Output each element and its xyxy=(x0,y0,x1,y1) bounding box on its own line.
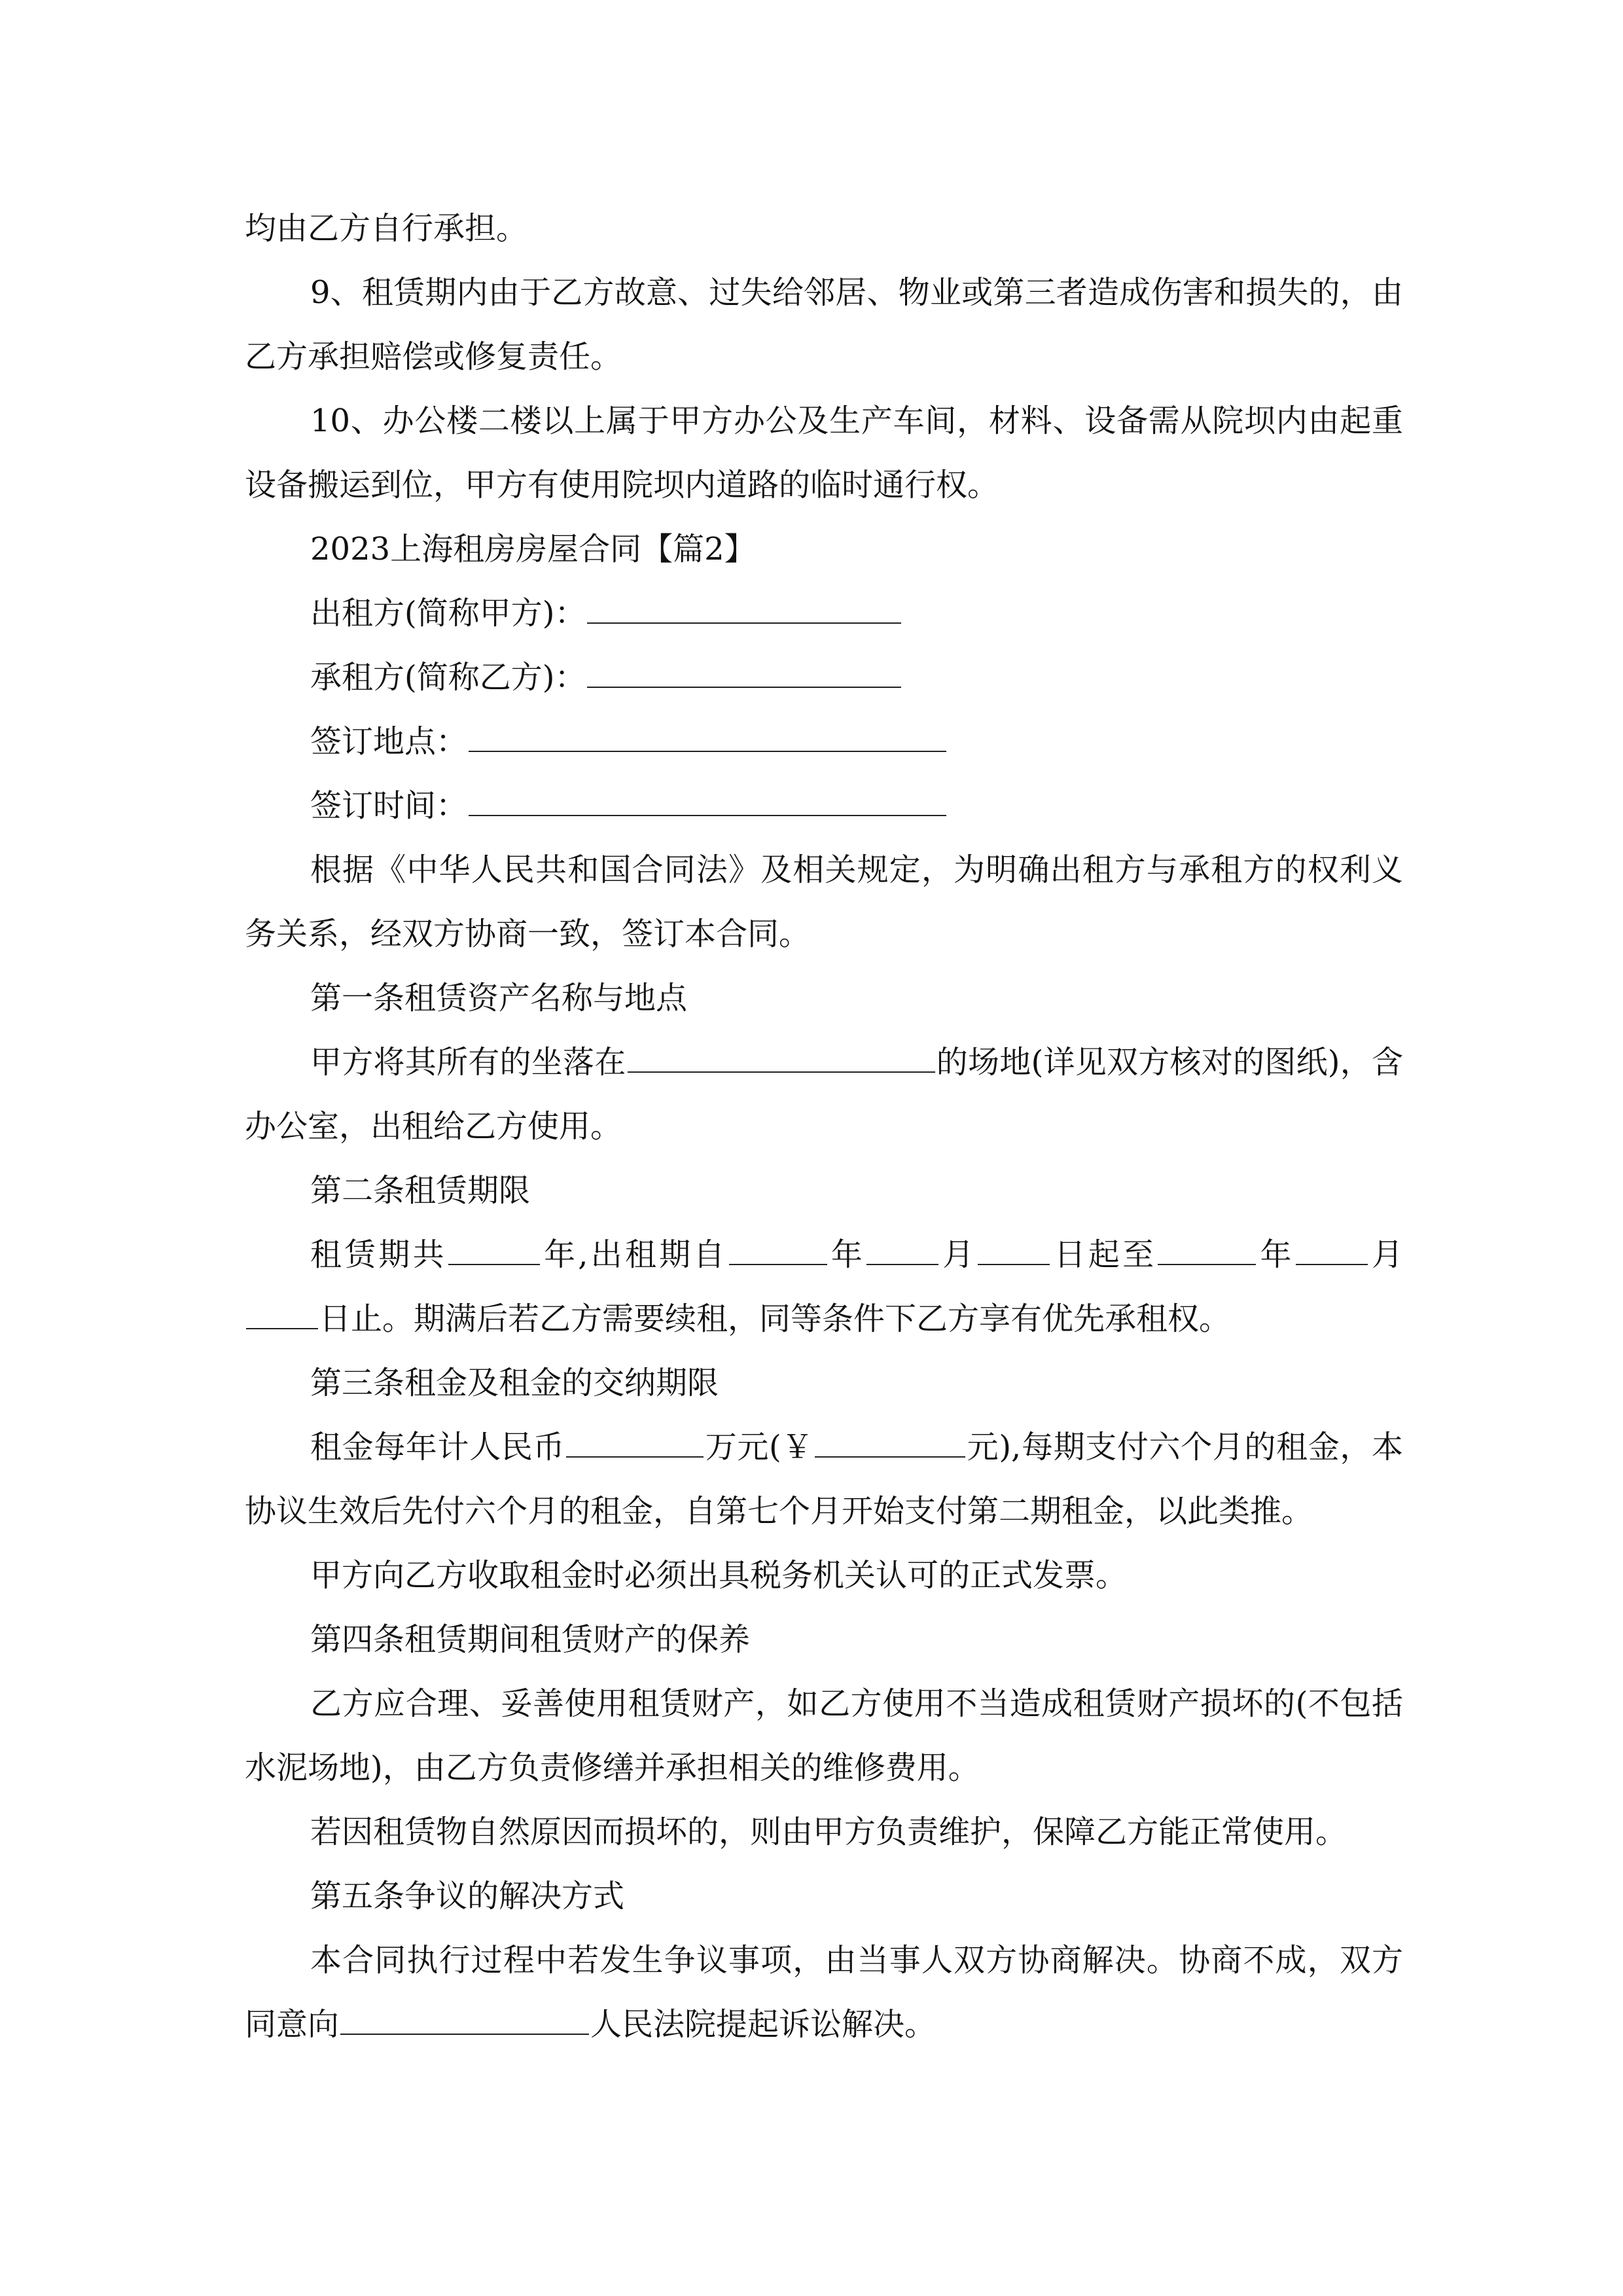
article-1-text xyxy=(245,1030,1403,1158)
article-4-text-2: 若因租赁物自然原因而损坏的，则由甲方负责维护，保障乙方能正常使用。 xyxy=(310,1814,1347,1850)
article-2-text-d: 月 xyxy=(940,1236,977,1273)
article-3-invoice: 甲方向乙方收取租金时必须出具税务机关认可的正式发票。 xyxy=(310,1557,1128,1594)
rent-rmb-blank xyxy=(566,1430,704,1458)
article-4-text-1: 乙方应合理、妥善使用租赁财产，如乙方使用不当造成租赁财产损坏的(不包括水泥场地)，由乙方负责修缮并承担相关的维修费用。 xyxy=(245,1685,1403,1786)
article-2-text xyxy=(245,1223,1403,1351)
article-3-text-a: 租金每年计人民币 xyxy=(310,1429,565,1465)
lessor-label: 出租方(简称甲方)： xyxy=(310,595,586,632)
article-5-text-b: 人民法院提起诉讼解决。 xyxy=(590,2006,936,2043)
article-2-text-g: 月 xyxy=(1368,1236,1403,1273)
article-3-title: 第三条租金及租金的交纳期限 xyxy=(310,1365,719,1401)
sign-time-label: 签订时间： xyxy=(310,787,468,824)
article-2-text-h: 日止。期满后若乙方需要续租，同等条件下乙方享有优先承租权。 xyxy=(319,1300,1231,1337)
start-month-blank xyxy=(866,1238,938,1265)
sign-place-blank xyxy=(469,725,946,752)
article-2-text-f: 年 xyxy=(1257,1236,1294,1273)
article-1-text-b: 的场地(详见双方核对的图纸)，含办公室，出租给乙方使用。 xyxy=(245,1044,1403,1145)
article-3-text-b: 万元(￥ xyxy=(705,1429,814,1465)
article-5-text-a: 本合同执行过程中若发生争议事项，由当事人双方协商解决。协商不成，双方同意向 xyxy=(245,1942,1403,2043)
start-year-blank xyxy=(729,1238,827,1265)
article-2-title: 第二条租赁期限 xyxy=(310,1172,531,1209)
section-title: 2023上海租房房屋合同【篇2】 xyxy=(310,531,756,567)
document-body xyxy=(245,196,1403,2056)
lessee-blank xyxy=(587,660,901,688)
sign-time-blank xyxy=(469,789,946,816)
end-day-blank xyxy=(246,1302,318,1329)
article-4-title: 第四条租赁期间租赁财产的保养 xyxy=(310,1621,751,1658)
paragraph-continuation: 均由乙方自行承担。 xyxy=(245,210,528,247)
sign-time-line xyxy=(245,774,1403,838)
paragraph-preamble: 根据《中华人民共和国合同法》及相关规定，为明确出租方与承租方的权利义务关系，经双方协商一致，签订本合同。 xyxy=(245,852,1403,952)
end-month-blank xyxy=(1296,1238,1368,1265)
end-year-blank xyxy=(1158,1238,1256,1265)
sign-place-line xyxy=(245,709,1403,774)
article-2-text-c: 年 xyxy=(828,1236,866,1273)
lessee-label: 承租方(简称乙方)： xyxy=(310,659,586,696)
start-day-blank xyxy=(978,1238,1050,1265)
lessor-blank xyxy=(587,596,901,624)
article-5-title: 第五条争议的解决方式 xyxy=(310,1878,625,1914)
article-3-text-c: 元),每期支付六个月的租金，本协议生效后先付六个月的租金，自第七个月开始支付第二期租金，以此类推。 xyxy=(245,1429,1403,1530)
article-2-text-e: 日起至 xyxy=(1051,1236,1157,1273)
sign-place-label: 签订地点： xyxy=(310,723,468,760)
article-5-text xyxy=(245,1928,1403,2056)
lessor-line xyxy=(245,581,1403,645)
location-blank xyxy=(628,1045,935,1073)
article-2-text-a: 租赁期共 xyxy=(310,1236,447,1273)
article-1-title: 第一条租赁资产名称与地点 xyxy=(310,980,688,1016)
lessee-line xyxy=(245,645,1403,709)
court-blank xyxy=(340,2007,589,2035)
rent-yuan-blank xyxy=(815,1430,965,1458)
article-3-text xyxy=(245,1415,1403,1543)
article-1-text-a: 甲方将其所有的坐落在 xyxy=(310,1044,626,1081)
paragraph-clause-10: 10、办公楼二楼以上属于甲方办公及生产车间，材料、设备需从院坝内由起重设备搬运到位，甲方有使用院坝内道路的临时通行权。 xyxy=(245,403,1403,503)
paragraph-clause-9: 9、租赁期内由于乙方故意、过失给邻居、物业或第三者造成伤害和损失的，由乙方承担赔偿或修复责任。 xyxy=(245,274,1403,375)
article-2-text-b: 年,出租期自 xyxy=(541,1236,728,1273)
term-years-blank xyxy=(448,1238,540,1265)
